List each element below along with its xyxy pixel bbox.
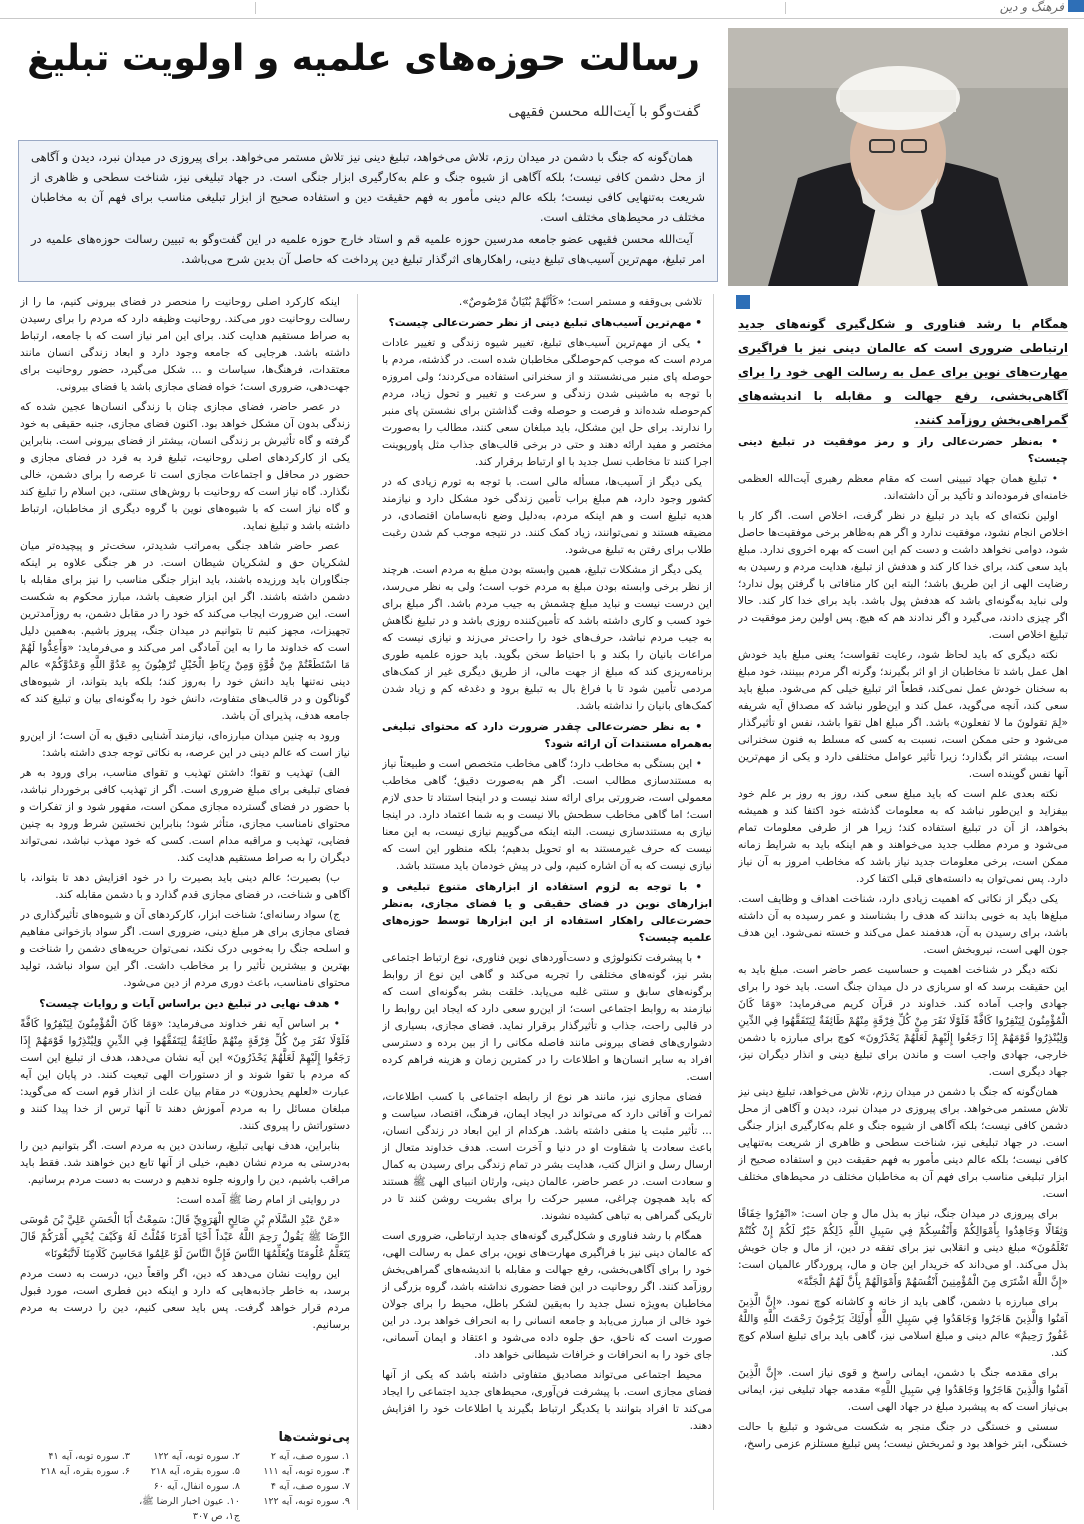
article-byline: گفت‌وگو با آیت‌الله محسن فقیهی xyxy=(508,104,700,120)
body-paragraph: یکی دیگر از نکاتی که اهمیت زیادی دارد، شناخت اهداف و وظایف است. مبلغ‌ها باید به خوبی بدانند که هدف را بشناسند و عمر رسیده به آن داشته باشد، برای رسیدن به آن، هدفمند عمل می‌کند و خسته نمی‌شود. این هدف جون الهی است، نیروبخش است. xyxy=(738,893,1068,956)
body-paragraph: نکته دیگر در شناخت اهمیت و حساسیت عصر حاضر است. مبلغ باید به این حقیقت برسد که او سربازی در دل میدان جنگ است. باید خود را برای جهادی واجب آماده کند. خداوند در قرآن کریم می‌فرماید: «وَمَا كَانَ الْمُؤْمِنُونَ لِيَنْفِرُوا كَافَّةً فَلَوْلَا نَفَرَ مِنْ كُلِّ فِرْقَةٍ مِنْهُمْ طَائِفَةٌ لِيَتَفَقَّهُوا فِي الدِّينِ وَلِيُنْذِرُوا قَوْمَهُمْ إِذَا رَجَعُوا إِلَيْهِمْ لَعَلَّهُمْ يَحْذَرُونَ» کوچ برای مبارزه با دشمن خارجی، جهادی واجب است و ماندن برای تبلیغ دینی و انذار دیگران نیز، جهاد دیگری است. xyxy=(738,964,1068,1078)
body-paragraph: «عَنْ عَبْدِ السَّلَامِ بْنِ صَالِحٍ الْهَرَوِيِّ قَالَ: سَمِعْتُ أَبَا الْحَسَنِ عَلِيَّ بْنَ مُوسَى الرِّضَا ﷺ يَقُولُ رَحِمَ اللَّهُ عَبْداً أَحْيَا أَمْرَنَا فَقُلْتُ لَهُ وَكَيْفَ يُحْيِي أَمْرَكُمْ قَالَ يَتَعَلَّمُ عُلُومَنَا وَيُعَلِّمُهَا النَّاسَ فَإِنَّ النَّاسَ لَوْ عَلِمُوا مَحَاسِنَ كَلَامِنَا لَاتَّبَعُونَا» xyxy=(20,1214,350,1260)
footnote-item xyxy=(20,1479,130,1494)
question-heading: • مهم‌ترین آسیب‌های تبلیغ دینی از نظر حضرت‌عالی چیست؟ xyxy=(388,317,702,329)
article-title: رسالت حوزه‌های علمیه و اولویت تبلیغ xyxy=(27,38,700,79)
body-paragraph: همان‌گونه که جنگ با دشمن در میدان رزم، تلاش می‌خواهد، تبلیغ دینی نیز تلاش مستمر می‌خواهد. برای پیروزی در میدان نبرد، دیدن و آگاهی از محل دشمن کافی نیست؛ بلکه آگاهی از شیوه جنگ و علم به‌کارگیری ابزار جنگی است. در جهاد تبلیغی نیز، شناخت سطحی و ظاهری از شریعت به‌تنهایی کافی نیست؛ بلکه عالم دینی مأمور به فهم حقیقت دین و استفاده صحیح از ابزار تبلیغی مناسب برای فهم آن به مخاطبان مختلف در محیط‌های مختلف است. xyxy=(738,1086,1068,1200)
body-paragraph: سستی و خستگی در جنگ منجر به شکست می‌شود و تبلیغ با حالت خستگی، ابتر خواهد بود و ثمربخش نیست؛ پس تبلیغ مستلزم عزمی راسخ، xyxy=(738,1421,1068,1450)
lead-paragraph: آیت‌الله محسن فقیهی عضو جامعه مدرسین حوزه علمیه قم و استاد خارج حوزه علمیه در این گفت‌وگو به تبیین رسالت حوزه‌های علمیه در امر تبلیغ، مهم‌ترین آسیب‌های تبلیغ دینی، راهکارهای اثرگذار تبلیغ دین پرداخت که حاصل آن بدین شرح می‌باشد. xyxy=(31,232,705,266)
question-heading: • به نظر حضرت‌عالی چقدر ضرورت دارد که محتوای تبلیغی به‌همراه مستندات آن ارائه شود؟ xyxy=(382,721,712,750)
column-right xyxy=(738,430,1068,1515)
lead-paragraph: همان‌گونه که جنگ با دشمن در میدان رزم، تلاش می‌خواهد، تبلیغ دینی نیز تلاش مستمر می‌خواهد. برای پیروزی در میدان نبرد، دیدن و آگاهی از محل دشمن کافی نیست؛ بلکه آگاهی از شیوه جنگ و علم به‌کارگیری ابزار جنگی است. در جهاد تبلیغی نیز، شناخت سطحی و ظاهری از شریعت به‌تنهایی کافی نیست؛ بلکه عالم دینی مأمور به فهم حقیقت دین و استفاده صحیح از ابزار تبلیغی مناسب برای فهم آن به مخاطبان مختلف در محیط‌های مختلف است. xyxy=(31,150,705,224)
body-paragraph: یکی دیگر از آسیب‌ها، مسأله مالی است. با توجه به تورم زیادی که در کشور وجود دارد، هم مبلغ براب تأمین زندگی خود مشکل دارد و نیازمند هدیه تبلیغ است و هم اینکه مردم، به‌دلیل وضع نابه‌سامان اقتصادی، در مضیقه هستند و نمی‌توانند، زیاد کمک کنند. در نتیجه موجب کم شدن رغبت طلاب برای رفتن به تبلیغ می‌شود. xyxy=(382,476,712,556)
top-rule-divider xyxy=(785,2,786,14)
footnotes xyxy=(20,1430,350,1522)
footnote-item: ۲. سوره توبه، آیه ۱۲۲ xyxy=(153,1451,240,1462)
footnotes-list xyxy=(20,1449,350,1524)
question-heading: • با توجه به لزوم استفاده از ابزارهای متنوع تبلیغی و ابزارهای نوین در فضای حقیقی و یا فضای مجازی، به‌نظر حضرت‌عالی راهکار استفاده از این ابزارها توسط حوزه‌های علمیه چیست؟ xyxy=(382,881,712,944)
top-rule xyxy=(0,0,1084,19)
body-paragraph: الف) تهذیب و تقوا؛ داشتن تهذیب و تقوای مناسب، برای ورود به هر فضای تبلیغی برای مبلغ ضروری است. اگر از تهذیب کافی برخوردار نباشد، با حضور در فضای گسترده مجازی ممکن است، مقهور شود و از تفکرات و محتوای نامناسب مجازی، متأثر شود؛ بنابراین نخستین شرط ورود به چنین فضایی، تهذیب و مراقبه مدام است. کسی که خود مهذب نباشد، نمی‌تواند دیگران را به صراط مستقیم هدایت کند. xyxy=(20,767,350,864)
body-paragraph: این روایت نشان می‌دهد که دین، اگر واقعاً دین، درست به دست مردم برسد، به خاطر جاذبه‌هایی که دارد و اینکه دین فطری است، مورد قبول مردم قرار خواهد گرفت. پس باید سعی کنیم، دین را درست به مردم برسانیم. xyxy=(20,1268,350,1331)
footnote-item: ۵. سوره بقره، آیه ۲۱۸ xyxy=(150,1466,240,1477)
body-paragraph: در روایتی از امام رضا ﷺ آمده است: xyxy=(176,1194,340,1206)
pullquote xyxy=(738,312,1068,432)
column-divider xyxy=(713,294,714,1510)
body-paragraph: همگام با رشد فناوری و شکل‌گیری گونه‌های جدید ارتباطی، ضروری است که عالمان دینی نیز با فراگیری مهارت‌های نوین، برای عمل به رسالت الهی، خود را برای آگاهی‌بخشی، رفع جهالت و مقابله با اندیشه‌های گمراهی‌بخش روزآمد کنند. اگر روحانیت در این فضا حضوری نداشته باشد، گروه بزرگی از مخاطبان به‌ویژه نسل جدید را به‌یقین لشکر باطل، محیط را برای جولان خود خالی از مبارز می‌یابد و جامعه انسانی را به انحراف خواهد برد. در این صورت است که ناحق، حق جلوه داده می‌شود و اعتقاد و ایمان آسمانی، جای خود را به انحرافات و خرافات شیطانی خواهد داد. xyxy=(382,1230,712,1361)
footnote-item: ۷. سوره صف، آیه ۴ xyxy=(270,1481,350,1492)
body-paragraph: • این بستگی به مخاطب دارد؛ گاهی مخاطب متخصص است و طبیعتاً نیاز به مستندسازی مطالب است. اگر هم به‌صورت دقیق؛ گاهی مخاطب معمولی است، ضرورتی برای ارائه سند نیست و در اینجا استناد تا حدی لازم است؛ اما گاهی مخاطب سطحش بالا نیست و به شما اعتماد دارد. در اینجا نیازی به مستندسازی نیست. البته اینکه می‌گوییم نیازی نیست، به این معنا نیست که حرف غیرمستند به او تحویل بدهیم؛ بلکه منظور این است که نیازی نیست که به آن اشاره کنیم، ولی در پیش خودمان باید مستند باشد. xyxy=(382,758,712,872)
body-paragraph: • تبلیغ همان جهاد تبیینی است که مقام معظم رهبری آیت‌الله العظمی خامنه‌ای فرموده‌اند و تأکید بر آن داشته‌اند. xyxy=(738,473,1068,502)
section-marker xyxy=(1068,0,1084,12)
pullquote-text: همگام با رشد فناوری و شکل‌گیری گونه‌های جدید ارتباطی ضروری است که عالمان دینی نیز با فراگیری مهارت‌های نوین برای عمل به رسالت الهی خود را برای آگاهی‌بخشی، رفع جهالت و مقابله با اندیشه‌های گمراهی‌بخش روزآمد کنند. xyxy=(738,317,1068,427)
body-paragraph: تلاشی بی‌وقفه و مستمر است؛ «كَأَنَّهُمْ بُنْيَانٌ مَرْصُوصٌ». xyxy=(458,296,702,308)
body-paragraph: • یکی از مهم‌ترین آسیب‌های تبلیغ، تغییر شیوه زندگی و تغییر عادات مردم است که موجب کم‌حوصلگی مخاطبان شده است. در گذشته، مردم با حوصله پای منبر می‌نشستند و از سخنرانی استفاده می‌کردند؛ ولی امروزه با توجه به ماشینی شدن زندگی و سرعت و تغییر و تحول زیاد، مردم کم‌حوصله شده‌اند و فرصت و حوصله وقت گذاشتن برای نشستن پای منبر را ندارند. برای حل این مشکل، باید مبلغان سعی کنند، مطالب را به‌صورت مختصر و مفید ارائه دهند و حتی در برخی قالب‌های جذاب مثل پاورپوینت اجرا کنند تا مخاطب نسل جدید با او ارتباط برقرار کند. xyxy=(382,337,712,468)
footnotes-title: پی‌نوشت‌ها xyxy=(278,1430,350,1445)
body-paragraph: • بر اساس آیه نفر خداوند می‌فرماید: «وَمَا كَانَ الْمُؤْمِنُونَ لِيَنْفِرُوا كَافَّةً فَلَوْلَا نَفَرَ مِنْ كُلِّ فِرْقَةٍ مِنْهُمْ طَائِفَةٌ لِيَتَفَقَّهُوا فِي الدِّينِ وَلِيُنْذِرُوا قَوْمَهُمْ إِذَا رَجَعُوا إِلَيْهِمْ لَعَلَّهُمْ يَحْذَرُونَ» این آیه نشان می‌دهد، هدف از تبلیغ این است که مردم با تقوا شوند و از دستورات الهی تبعیت کنند. در پایان این آیه عبارت «لعلهم یحذرون» در مقام بیان علت از انذار قوم است که می‌گوید: مبلغان مسائل را به مردم آموزش دهند تا آنها ترس از خدا پیدا کنند و دستوراتش را پیروی کنند. xyxy=(20,1018,350,1132)
body-paragraph: بنابراین، هدف نهایی تبلیغ، رساندن دین به مردم است. اگر بتوانیم دین را به‌درستی به مردم نشان دهیم، خیلی از آنها تابع دین خواهند شد. فقط باید مراقب باشیم، دین را وارونه جلوه ندهیم و درست به دست مردم برسانیم. xyxy=(20,1140,350,1186)
body-paragraph: ورود به چنین میدان مبارزه‌ای، نیازمند آشنایی دقیق به آن است؛ از این‌رو نیاز است که عالم دینی در این عرصه، به نکاتی توجه جدی داشته باشد: xyxy=(20,730,350,759)
body-paragraph: عصر حاضر شاهد جنگی به‌مراتب شدیدتر، سخت‌تر و پیچیده‌تر میان لشکریان حق و لشکریان شیطان است. در هر جنگی علاوه بر اینکه جنگاوران باید ورزیده باشند، باید ابزار جنگی مناسب را نیز برای مقابله با دشمن داشته باشند. اگر این ابزار ضعیف باشد، مبارز محکوم به شکست است. این ضرورت ایجاب می‌کند که خود را در مقابل دشمن، به روزآمدترین تجهیزات، مجهز کنیم تا بتوانیم در میدان جنگ، پیروز باشیم. به‌همین دلیل است که خداوند ما را به این آمادگی امر می‌کند و می‌فرماید: «وَأَعِدُّوا لَهُمْ مَا اسْتَطَعْتُمْ مِنْ قُوَّةٍ وَمِنْ رِبَاطِ الْخَيْلِ تُرْهِبُونَ بِهِ عَدُوَّ اللَّهِ وَعَدُوَّكُمْ» عالم دینی نه‌تنها باید دانش خود را به‌روز کند؛ بلکه باید بتواند، از شیوه‌های گوناگون و در قالب‌های متفاوت، دانش خود را به‌گونه‌ای بیان و تبلیغ کند که جامعه هدف، پذیرای آن باشد. xyxy=(20,540,350,722)
body-paragraph: فضای مجازی نیز، مانند هر نوع از رابطه اجتماعی با کسب اطلاعات، ثمرات و آفاتی دارد که می‌تواند در ایجاد ایمان، فرهنگ، اقتصاد، سیاست و ... تأثیر مثبت یا منفی داشته باشد. هرکدام از این ابعاد در زندگی انسان، باعث سعادت یا شقاوت او در دنیا و آخرت است. هدف خداوند متعال از ارسال رسل و انزال کتب، هدایت بشر در تمام زندگی برای رسیدن به کمال و سعادت است. در عصر حاضر، عالمان دینی، وارثان انبیای الهی ﷺ هستند که باید همچون چراغی، مسیر حرکت را برای بشریت روشن کنند تا در تاریکی گمراهی به تباهی کشیده نشوند. xyxy=(382,1091,712,1222)
footnote-item: ۶. سوره بقره، آیه ۲۱۸ xyxy=(40,1466,130,1477)
body-paragraph: نکته دیگری که باید لحاظ شود، رعایت تقواست؛ یعنی مبلغ باید خودش اهل عمل باشد تا مخاطبان از او اثر بگیرند؛ وگرنه اگر مردم ببینند، خود مبلغ به سخنان خودش عمل نمی‌کند، قطعاً اثر تبلیغ خیلی کم می‌شود. مبلغ باید سعی کند، آنچه می‌گوید، عمل کند و این‌طور نباشد که مصداق آیه شریفه «لِمَ تقولونَ ما لا تفعلون» باشد. اگر مبلغ اهل تقوا باشد، نفس او تأثیرگذار می‌شود و حتی ممکن است، نسبت به کسی که مسلط به فنون سخنرانی است، بیشتر اثر بگذارد؛ زیرا تأثیر عوامل مختلفی دارد و یکی از مهم‌ترین آنها نفس گوینده است. xyxy=(738,649,1068,780)
question-heading: • هدف نهایی در تبلیغ دین براساس آیات و روایات چیست؟ xyxy=(39,998,340,1010)
footnote-item: ۴. سوره توبه، آیه ۱۱۱ xyxy=(263,1466,350,1477)
portrait-illustration xyxy=(728,28,1068,286)
lead-box xyxy=(18,140,718,282)
body-paragraph: یکی دیگر از مشکلات تبلیغ، همین وابسته بودن مبلغ به مردم است. هرچند از نظر برخی وابسته بودن مبلغ به مردم خوب است؛ ولی به نظر می‌رسد، این درست نیست و نباید مبلغ چشمش به جیب مردم باشد. اگر مبلغ برای خود کسب و کاری داشته باشد که تأمین‌کننده روزی باشد و در تبلیغ نگاهش به جیب مردم نباشد، حرف‌های خود را راحت‌تر می‌زند و نیازی نیست که مراعات بانیان را بکند و با احتیاط سخن بگوید. باید حوزه علمیه طوری برنامه‌ریزی کند که مبلغ از جهت مالی، از طریق دیگری غیر از کمک‌های مردمی تأمین شود تا با فراغ بال به تبلیغ برود و دغدغه کم و زیاد شدن کمک‌های بانیان را نداشته باشد. xyxy=(382,564,712,712)
body-paragraph: اولین نکته‌ای که باید در تبلیغ در نظر گرفت، اخلاص است. اگر کار با اخلاص انجام نشود، موفقیت ندارد و اگر هم به‌ظاهر برخی موفقیت‌ها حاصل شود، دوامی نخواهد داشت و دست کم این است که بهره اخروی ندارد. مبلغ باید سعی کند، برای خدا کار کند و هدفش از تبلیغ، هدایت مردم و رسیدن به رضایت الهی از این طریق باشد؛ البته این کار منافاتی با گرفتن پول ندارد؛ ولی نباید به‌گونه‌ای باشد که هدفش پول باشد. باید برای خدا کار کند. حالا اگر چیزی دادند، می‌گیرد و اگر ندادند هم که هیچ. پس اولین رمز موفقیت در تبلیغ اخلاص است. xyxy=(738,510,1068,641)
body-paragraph: برای مقدمه جنگ با دشمن، ایمانی راسخ و قوی نیاز است. «إِنَّ الَّذِينَ آمَنُوا وَالَّذِينَ هَاجَرُوا وَجَاهَدُوا فِي سَبِيلِ اللَّهِ» مقدمه جهاد تبلیغی نیز، ایمانی بی‌نیاز است که به پیشبرد مبلغ در جهاد الهی است. xyxy=(738,1367,1068,1413)
question-heading: • به‌نظر حضرت‌عالی راز و رمز موفقیت در تبلیغ دینی چیست؟ xyxy=(738,436,1068,465)
footnote-item: ۸. سوره انفال، آیه ۶۰ xyxy=(153,1481,240,1492)
footnote-item: ۳. سوره توبه، آیه ۴۱ xyxy=(48,1451,130,1462)
body-paragraph: محیط اجتماعی می‌تواند مصادیق متفاوتی داشته باشد که یکی از آنها فضای مجازی است. با پیشرفت فن‌آوری، محیط‌های جدید اجتماعی را ایجاد می‌کند تا افراد بتوانند با یکدیگر ارتباط بگیرند یا اطلاعات خود را افزایش دهند. xyxy=(382,1369,712,1432)
column-divider xyxy=(357,294,358,1510)
column-middle xyxy=(382,294,712,1516)
column-left xyxy=(20,294,350,1424)
body-paragraph: برای پیروزی در میدان جنگ، نیاز به بذل مال و جان است: «انْفِرُوا خِفَافًا وَثِقَالًا وَجَاهِدُوا بِأَمْوَالِكُمْ وَأَنْفُسِكُمْ فِي سَبِيلِ اللَّهِ ذَلِكُمْ خَيْرٌ لَكُمْ إِنْ كُنْتُمْ تَعْلَمُونَ» مبلغ دینی و انقلابی نیز برای تفقه در دین، از مال و جان خویش بذل می‌کند. او می‌داند که خریدار این جان و مال، پروردگار عالمیان است: «إِنَّ اللَّهَ اشْتَرَى مِنَ الْمُؤْمِنِينَ أَنْفُسَهُمْ وَأَمْوَالَهُمْ بِأَنَّ لَهُمُ الْجَنَّةَ» xyxy=(738,1208,1068,1288)
masthead-logo: فرهنگ و دین xyxy=(999,0,1064,14)
body-paragraph: در عصر حاضر، فضای مجازی چنان با زندگی انسان‌ها عجین شده که زندگی بدون آن مشکل خواهد بود. اکنون فضای مجازی، جنبه حقیقی به خود گرفته و گاه تأثیرش بر زندگی انسان، بیشتر از فضای بیرونی است. بنابراین یکی از کارکردهای اصلی روحانیت، تبلیغ فرد به فرد در فضای مجازی و حضور در محافل و اجتماعات مجازی است تا عرصه را برای دشمن، خالی نگذارد. گاه نیاز است که روحانیت با روش‌های سنتی، دین اسلام را تبلیغ کند و گاه نیاز است که با شیوه‌های نوین با گروه دیگری از مخاطبان، ارتباط داشته باشد و تبلیغ نماید. xyxy=(20,401,350,532)
body-paragraph: ج) سواد رسانه‌ای؛ شناخت ابزار، کارکردهای آن و شیوه‌های تأثیرگذاری در فضای مجازی برای هر مبلغ دینی، ضروری است. اگر سواد بازخوانی مفاهیم و اسلحه جنگ را به‌خوبی درک نکند، نمی‌توان حریه‌های دشمن را شناخت و بهترین و بیشترین تأثیر را بر مخاطب داشت. اگر این سواد نباشد، تولید محتوای نامناسب، باعث دوری مردم از دین می‌شود. xyxy=(20,909,350,989)
pullquote-marker xyxy=(736,295,750,309)
body-paragraph: اینکه کارکرد اصلی روحانیت را منحصر در فضای بیرونی کنیم، ما را از رسالت روحانیت دور می‌کند. روحانیت وظیفه دارد که مردم را برای رسیدن به صراط مستقیم هدایت کند. برای این امر نیاز است که با جامعه، ارتباط داشته باشد. هرجایی که جامعه وجود دارد و ابعاد زندگی انسان مانند معتقدات، فرهنگ‌ها، سیاسات و ... شکل می‌گیرد، حضور روحانیت برای جهت‌دهی، ضروری است؛ خواه فضای مجازی باشد یا فضای بیرونی. xyxy=(20,296,350,393)
footnote-item: ۱۰. عیون اخبار الرضا ﷺ، ج۱، ص ۳۰۷ xyxy=(139,1496,240,1522)
top-rule-divider xyxy=(255,2,256,14)
footnote-item: ۱. سوره صف، آیه ۲ xyxy=(270,1451,350,1462)
interviewee-photo xyxy=(728,28,1068,286)
body-paragraph: نکته بعدی علم است که باید مبلغ سعی کند، روز به روز بر علم خود بیفزاید و این‌طور نباشد که به معلومات گذشته خود اکتفا کند و همیشه بخواهد، از آن در تبلیغ استفاده کند؛ زیرا هر از طرفی معلومات تمام می‌شود و مردم مطلب جدید می‌خواهند و هم اینکه باید به شرایط زمانه ممکن است، برخی معلومات جدید نیاز باشد که مخاطب امروز به آن نیاز دارد. پس نمی‌توان به دانسته‌های قبلی اکتفا کرد. xyxy=(738,788,1068,885)
body-paragraph: • با پیشرفت تکنولوژی و دست‌آوردهای نوین فناوری، نوع ارتباط اجتماعی بشر نیز، گونه‌های مختلفی را تجربه می‌کند و گاهی این نوع از روابط برگونه‌های سابق و سنتی غلبه می‌یابد. خلقت بشر به‌گونه‌ای است که نیازمند به روابط اجتماعی است؛ از این‌رو سعی دارد که ایجاد این روابط را در قالبی راحت، جذاب و تأثیرگذار برقرار نماید. فضای مجازی، بسیاری از دشواری‌های فضای بیرونی مانند فاصله مکانی را از بین برده و دسترسی افراد به سایر انسان‌ها و اطلاعات را در کمترین زمان و هزینه فراهم کرده است. xyxy=(382,952,712,1083)
body-paragraph: برای مبارزه با دشمن، گاهی باید از خانه و کاشانه کوچ نمود. «إِنَّ الَّذِينَ آمَنُوا وَالَّذِينَ هَاجَرُوا وَجَاهَدُوا فِي سَبِيلِ اللَّهِ أُولَئِكَ يَرْجُونَ رَحْمَتَ اللَّهِ وَاللَّهُ غَفُورٌ رَحِيمٌ» عالم دینی و مبلغ اسلامی نیز، گاهی باید برای تبلیغ اسلام کوچ کند. xyxy=(738,1296,1068,1359)
footnote-item: ۹. سوره توبه، آیه ۱۲۲ xyxy=(263,1496,350,1507)
body-paragraph: ب) بصیرت؛ عالم دینی باید بصیرت را در خود افزایش دهد تا بتواند، با آگاهی و شناخت، در فضای مجازی قدم گذارد و با دشمن مقابله کند. xyxy=(20,872,350,901)
